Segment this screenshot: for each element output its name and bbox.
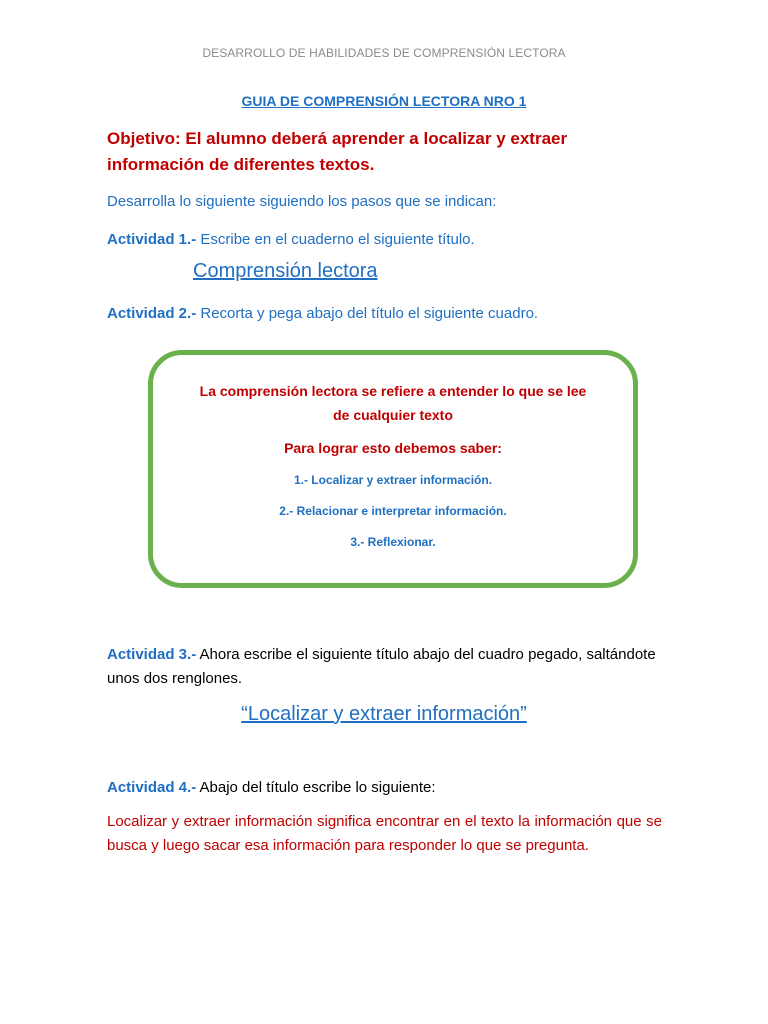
box-line-1: La comprensión lectora se refiere a entender lo que se lee [199, 383, 587, 399]
activity-1 [107, 228, 667, 252]
intro-text: Desarrolla lo siguiente siguiendo los pasos que se indican: [107, 193, 497, 210]
box-subtitle: Para lograr esto debemos saber: [284, 440, 502, 456]
activity-2-text: Recorta y pega abajo del título el siguiente cuadro. [196, 305, 539, 322]
guide-title: GUIA DE COMPRENSIÓN LECTORA NRO 1 [241, 93, 527, 109]
definition-text: Localizar y extraer información significa encontrar en el texto la información que se busca y luego sacar esa información para responder lo que se pregunta. [107, 813, 662, 854]
activity-4 [107, 776, 667, 800]
info-box [148, 350, 638, 588]
activity-3-label: Actividad 3.- [107, 646, 197, 663]
activity-1-label: Actividad 1.- [107, 231, 197, 248]
activity-3-text: Ahora escribe el siguiente título abajo del cuadro pegado, saltándote unos dos renglones. [107, 646, 656, 687]
box-line-2: de cualquier texto [333, 407, 453, 423]
title-localizar: “Localizar y extraer información” [241, 703, 527, 725]
activity-4-text: Abajo del título escribe lo siguiente: [196, 779, 436, 796]
activity-3 [107, 643, 667, 691]
title-comprension-lectora: Comprensión lectora [193, 260, 378, 282]
activity-4-label: Actividad 4.- [107, 779, 197, 796]
activity-2-label: Actividad 2.- [107, 305, 197, 322]
box-item-3: 3.- Reflexionar. [350, 535, 436, 549]
activity-1-text: Escribe en el cuaderno el siguiente título. [196, 231, 475, 248]
box-item-1: 1.- Localizar y extraer información. [293, 473, 493, 487]
box-item-2: 2.- Relacionar e interpretar información. [279, 504, 507, 518]
page-header: DESARROLLO DE HABILIDADES DE COMPRENSIÓN LECTORA [202, 46, 566, 60]
activity-2 [107, 302, 667, 326]
objective-text: Objetivo: El alumno deberá aprender a localizar y extraer información de diferentes textos. [107, 129, 568, 174]
